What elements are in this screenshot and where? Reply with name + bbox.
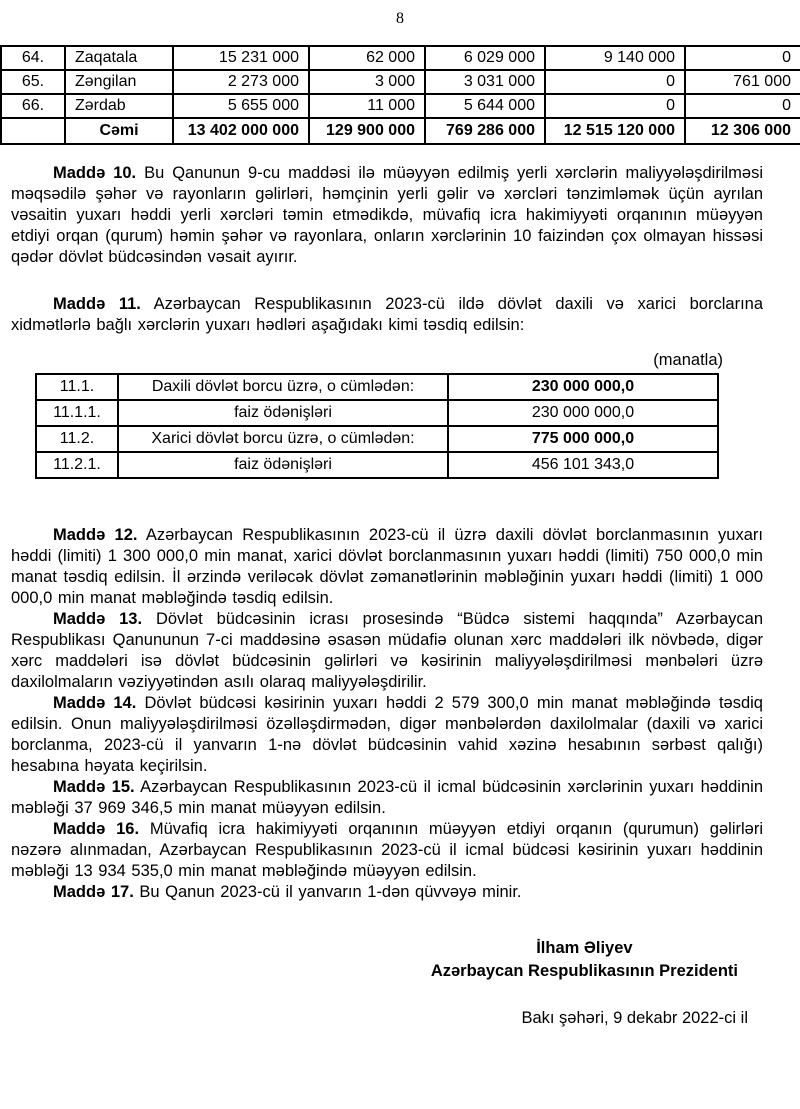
- budget-allocations-table: [0, 45, 800, 145]
- article-10: [11, 163, 763, 268]
- table-cell: 12 306 000: [685, 118, 800, 144]
- article-14: [11, 693, 763, 777]
- signature-block: [431, 937, 738, 983]
- item-number-cell: 11.1.1.: [36, 400, 118, 426]
- row-number-cell: 65.: [1, 70, 65, 94]
- table-cell: 5 644 000: [425, 94, 545, 118]
- table-cell: 769 286 000: [425, 118, 545, 144]
- table-cell: 6 029 000: [425, 46, 545, 70]
- table-row: [1, 70, 800, 94]
- article-16-label: Maddə 16.: [53, 820, 140, 838]
- table-cell: 11 000: [309, 94, 425, 118]
- table-cell: 0: [685, 46, 800, 70]
- table-total-row: [1, 118, 800, 144]
- article-11-text: Azərbaycan Respublikasının 2023-cü ildə dövlət daxili və xarici borclarına xidmətlərlə bağlı xərclərin yuxarı hədləri aşağıdakı kimi təsdiq edilsin:: [11, 295, 764, 334]
- article-15-label: Maddə 15.: [53, 778, 135, 796]
- article-11-label: Maddə 11.: [53, 295, 141, 313]
- article-16: [11, 819, 763, 882]
- table-cell: 0: [685, 94, 800, 118]
- article-10-text: Bu Qanunun 9-cu maddəsi ilə müəyyən edilmiş yerli xərclərin maliyyələşdirilməsi məqsədilə şəhər və rayonların gəlirləri, həmçinin yerli gəlir və xərcləri tənzimləmək üçün ayrılan vəsaitin yuxarı həddi yerli xərcləri təmin etmədikdə, müvafiq icra hakimiyyəti orqanının müəyyən etdiyi orqan (qurum) həmin şəhər və rayonlara, onların xərclərinin 10 faizindən çox olmayan hissəsi qədər dövlət büdcəsindən vəsait ayırır.: [11, 164, 764, 266]
- article-12: [11, 525, 763, 609]
- article-13: [11, 609, 763, 693]
- table-cell: 129 900 000: [309, 118, 425, 144]
- table-cell: 2 273 000: [173, 70, 309, 94]
- item-number-cell: 11.2.: [36, 426, 118, 452]
- table-cell: 9 140 000: [545, 46, 685, 70]
- article-16-text: Müvafiq icra hakimiyyəti orqanının müəyyən etdiyi orqanın (qurumun) gəlirləri nəzərə alınmadan, Azərbaycan Respublikasının 2023-cü il icmal büdcəsi kəsirinin yuxarı həddinin məbləği 13 934 535,0 min manat məbləğində müəyyən edilsin.: [11, 820, 763, 880]
- table-row: [36, 400, 718, 426]
- article-13-text: Dövlət büdcəsinin icrası prosesində “Büdcə sistemi haqqında” Azərbaycan Respublikası Qanununun 7-ci maddəsinə əsasən müdafiə olunan xərc maddələri ilk növbədə, digər xərc maddələri isə dövlət büdcəsinin gəlirləri və kəsirinin maliyyələşdirilməsi mənbələri üzrə daxilolmaların vəziyyətindən asılı olaraq maliyyələşdirilir.: [11, 610, 764, 691]
- unit-label: (manatla): [653, 351, 723, 369]
- article-17-text: Bu Qanun 2023-cü il yanvarın 1-dən qüvvəyə minir.: [139, 883, 522, 901]
- table-cell: 761 000: [685, 70, 800, 94]
- article-17: [11, 882, 763, 903]
- row-number-cell: 66.: [1, 94, 65, 118]
- table-row: [36, 374, 718, 400]
- table-row: [1, 46, 800, 70]
- item-value-cell: 230 000 000,0: [448, 374, 718, 400]
- article-12-text: Azərbaycan Respublikasının 2023-cü il üzrə daxili dövlət borclanmasının yuxarı həddi (limiti) 1 300 000,0 min manat, xarici dövlət borclanmasının yuxarı həddi (limiti) 750 000,0 min manat təsdiq edilsin. İl ərzində veriləcək dövlət zəmanətlərinin məbləğinin yuxarı həddi (limiti) 1 000 000,0 min manat məbləğində təsdiq edilsin.: [11, 526, 763, 607]
- item-label-cell: Daxili dövlət borcu üzrə, o cümlədən:: [118, 374, 448, 400]
- item-number-cell: 11.2.1.: [36, 452, 118, 478]
- debt-limits-table: [35, 373, 719, 479]
- item-label-cell: faiz ödənişləri: [118, 400, 448, 426]
- item-number-cell: 11.1.: [36, 374, 118, 400]
- article-14-label: Maddə 14.: [53, 694, 137, 712]
- row-number-cell: [1, 118, 65, 144]
- table-row: [1, 94, 800, 118]
- table-cell: 13 402 000 000: [173, 118, 309, 144]
- table-row: [36, 426, 718, 452]
- article-15-text: Azərbaycan Respublikasının 2023-cü il icmal büdcəsinin xərclərinin yuxarı həddinin məbləği 37 969 346,5 min manat müəyyən edilsin.: [11, 778, 763, 817]
- articles-block: [0, 525, 800, 903]
- article-13-label: Maddə 13.: [53, 610, 143, 628]
- item-label-cell: Xarici dövlət borcu üzrə, o cümlədən:: [118, 426, 448, 452]
- article-14-text: Dövlət büdcəsi kəsirinin yuxarı həddi 2 579 300,0 min manat məbləğində təsdiq edilsin. Onun maliyyələşdirilməsi özəlləşdirmədən, digər mənbələrdən daxilolmalar (daxili və xarici borclanma, 2023-cü il yanvarın 1-nə dövlət büdcəsinin vahid xəzinə hesabının sərbəst qalığı) hesabına həyata keçirilsin.: [11, 694, 763, 775]
- row-number-cell: 64.: [1, 46, 65, 70]
- table-cell: 62 000: [309, 46, 425, 70]
- article-17-label: Maddə 17.: [53, 883, 134, 901]
- total-label-cell: Cəmi: [65, 118, 173, 144]
- page-number: 8: [396, 10, 404, 27]
- item-label-cell: faiz ödənişləri: [118, 452, 448, 478]
- region-name-cell: Zaqatala: [65, 46, 173, 70]
- table-cell: 5 655 000: [173, 94, 309, 118]
- item-value-cell: 775 000 000,0: [448, 426, 718, 452]
- president-name: İlham Əliyev: [536, 939, 633, 957]
- item-value-cell: 230 000 000,0: [448, 400, 718, 426]
- article-11: [11, 294, 763, 336]
- article-15: [11, 777, 763, 819]
- table-cell: 15 231 000: [173, 46, 309, 70]
- article-10-label: Maddə 10.: [53, 164, 137, 182]
- table-cell: 12 515 120 000: [545, 118, 685, 144]
- region-name-cell: Zərdab: [65, 94, 173, 118]
- table-cell: 0: [545, 70, 685, 94]
- item-value-cell: 456 101 343,0: [448, 452, 718, 478]
- article-12-label: Maddə 12.: [53, 526, 138, 544]
- signature-place-date: Bakı şəhəri, 9 dekabr 2022-ci il: [521, 1009, 748, 1027]
- table-row: [36, 452, 718, 478]
- table-cell: 3 031 000: [425, 70, 545, 94]
- region-name-cell: Zəngilan: [65, 70, 173, 94]
- president-title: Azərbaycan Respublikasının Prezidenti: [430, 962, 738, 980]
- table-cell: 0: [545, 94, 685, 118]
- table-cell: 3 000: [309, 70, 425, 94]
